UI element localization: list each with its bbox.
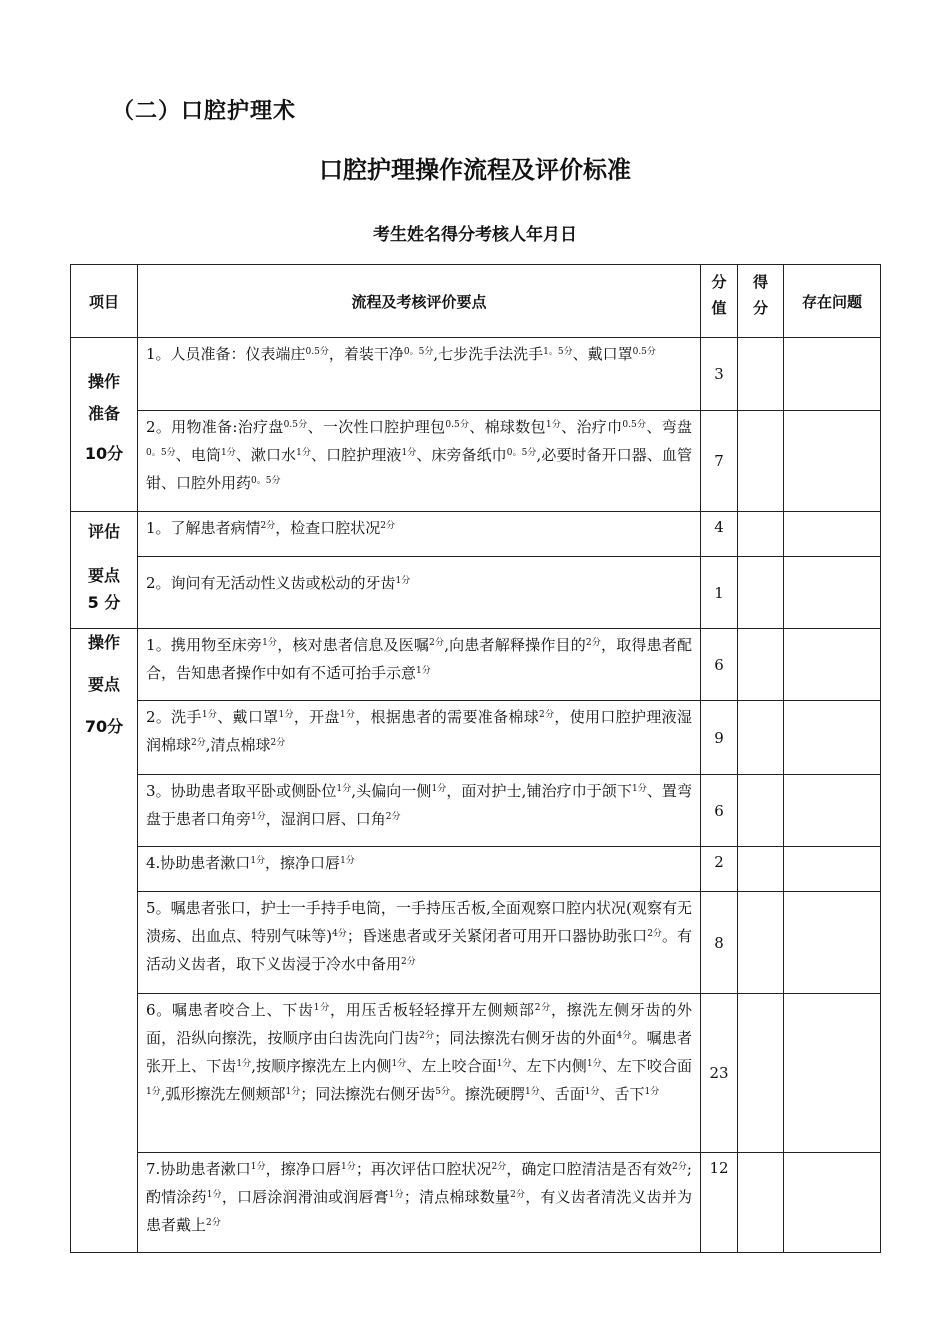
- category-cell: [71, 629, 138, 1253]
- criteria-text: 1。携用物至床旁: [146, 636, 263, 654]
- point-mark: 0。5分: [403, 347, 434, 357]
- point-mark: 0.5分: [305, 347, 329, 357]
- criteria-text: ，有义齿者清洗义齿并为患者戴上: [146, 1188, 692, 1234]
- criteria-text: ,必要时备开口器、血管钳、口腔外用药: [146, 446, 692, 492]
- point-mark: 2分: [491, 1162, 507, 1172]
- point-mark: 1分: [236, 1059, 252, 1069]
- criteria-cell: [138, 629, 701, 701]
- score-value: 6: [701, 775, 738, 847]
- got-cell[interactable]: [738, 338, 784, 411]
- point-mark: 1分: [313, 1003, 331, 1013]
- criteria-cell: [138, 701, 701, 775]
- criteria-text: ，擦净口唇: [265, 854, 341, 872]
- header-got: [738, 265, 784, 338]
- issue-cell[interactable]: [784, 1153, 881, 1253]
- criteria-text: 6。嘱患者咬合上、下齿: [146, 1001, 314, 1019]
- criteria-text: 、戴口罩: [217, 708, 279, 726]
- criteria-text: ,弧形擦洗左侧颊部: [160, 1085, 286, 1103]
- header-issues: 存在问题: [784, 265, 881, 338]
- criteria-text: 、戴口罩: [572, 345, 633, 363]
- point-mark: 4分: [332, 929, 347, 939]
- category-cell: [71, 338, 138, 512]
- point-mark: 1分: [220, 448, 236, 458]
- criteria-text: 、左下咬合面: [601, 1057, 692, 1075]
- criteria-text: 、左下内侧: [511, 1057, 587, 1075]
- issue-cell[interactable]: [784, 557, 881, 629]
- category-line: 准备: [87, 404, 120, 423]
- got-cell[interactable]: [738, 629, 784, 701]
- issue-cell[interactable]: [784, 411, 881, 512]
- criteria-text: 、置弯盘于患者口角旁: [146, 782, 692, 828]
- point-mark: 1分: [401, 448, 417, 458]
- category-score: 70分: [84, 717, 124, 736]
- table-row: [71, 338, 881, 411]
- got-cell[interactable]: [738, 701, 784, 775]
- criteria-text: 1。了解患者病情: [146, 519, 261, 537]
- point-mark: 1分: [340, 856, 355, 866]
- category-cell: [71, 512, 138, 629]
- point-mark: 1分: [250, 1162, 266, 1172]
- point-mark: 2分: [270, 738, 286, 748]
- issue-cell[interactable]: [784, 994, 881, 1153]
- score-value: 7: [701, 411, 738, 512]
- point-mark: 1分: [395, 576, 411, 586]
- criteria-text: 1。人员准备：仪表端庄: [146, 345, 306, 363]
- table-row: [71, 557, 881, 629]
- point-mark: 1分: [250, 856, 266, 866]
- point-mark: 1分: [391, 1059, 407, 1069]
- criteria-text: 2。询问有无活动性义齿或松动的牙齿: [146, 574, 396, 592]
- criteria-text: ;酌情涂药: [146, 1160, 692, 1206]
- criteria-text: 、一次性口腔护理包: [307, 418, 446, 436]
- point-mark: 2分: [191, 738, 206, 748]
- header-got-line2: 分: [752, 299, 768, 317]
- criteria-text: ，擦洗左侧牙齿的外面，沿纵向擦洗，按顺序由臼齿洗向门齿: [146, 1001, 692, 1047]
- criteria-text: 4.协助患者漱口: [146, 854, 251, 872]
- criteria-text: ,头偏向一侧: [351, 782, 432, 800]
- score-value: 23: [701, 994, 738, 1153]
- criteria-text: ，确定口腔清洁是否有效: [506, 1160, 673, 1178]
- point-mark: 2分: [672, 1162, 687, 1172]
- criteria-cell: [138, 892, 701, 994]
- point-mark: 1分: [146, 1087, 161, 1097]
- criteria-cell: [138, 775, 701, 847]
- category-line: 操作: [87, 372, 120, 391]
- got-cell[interactable]: [738, 411, 784, 512]
- score-value: 9: [701, 701, 738, 775]
- score-value: 6: [701, 629, 738, 701]
- score-value: 8: [701, 892, 738, 994]
- criteria-text: ，取得患者配合，告知患者操作中如有不适可抬手示意: [146, 636, 692, 682]
- point-mark: 1。5分: [543, 347, 573, 357]
- criteria-text: 3。协助患者取平卧或侧卧位: [146, 782, 337, 800]
- section-title: （二）口腔护理术: [112, 99, 297, 124]
- score-value: 3: [701, 338, 738, 411]
- table-row: [71, 512, 881, 557]
- point-mark: 4分: [616, 1031, 632, 1041]
- point-mark: 1分: [206, 1190, 222, 1200]
- point-mark: 1分: [336, 784, 352, 794]
- issue-cell[interactable]: [784, 775, 881, 847]
- criteria-cell: [138, 994, 701, 1153]
- criteria-text: 。擦洗硬腭: [450, 1085, 526, 1103]
- header-got-line1: 得: [752, 273, 768, 291]
- criteria-cell: [138, 338, 701, 411]
- score-value: 2: [701, 847, 738, 892]
- criteria-text: 、电筒: [175, 446, 221, 464]
- table-row: [71, 411, 881, 512]
- point-mark: 1分: [496, 1059, 512, 1069]
- category-line: 操作: [87, 633, 120, 652]
- criteria-cell: [138, 411, 701, 512]
- score-value: 4: [701, 512, 738, 557]
- criteria-text: 2。洗手: [146, 708, 202, 726]
- got-cell[interactable]: [738, 512, 784, 557]
- point-mark: 1分: [340, 1162, 356, 1172]
- criteria-text: ，使用口腔护理液湿润棉球: [146, 708, 692, 754]
- point-mark: 0.5分: [445, 420, 470, 430]
- point-mark: 1分: [388, 1190, 404, 1200]
- criteria-text: ，检查口腔状况: [275, 519, 381, 537]
- point-mark: 1分: [631, 784, 647, 794]
- table-row: [71, 1153, 881, 1253]
- issue-cell[interactable]: [784, 338, 881, 411]
- point-mark: 1分: [416, 666, 431, 676]
- criteria-cell: [138, 512, 701, 557]
- criteria-cell: [138, 847, 701, 892]
- criteria-text: ；清点棉球数量: [403, 1188, 511, 1206]
- point-mark: 0。5分: [506, 448, 537, 458]
- table-row: [71, 847, 881, 892]
- category-line: 要点: [87, 675, 120, 694]
- criteria-text: ；同法擦洗右侧牙齿的外面: [434, 1029, 617, 1047]
- got-cell[interactable]: [738, 892, 784, 994]
- examinee-info-line: 考生姓名得分考核人年月日: [373, 225, 577, 245]
- point-mark: 1分: [586, 1059, 602, 1069]
- criteria-text: ,清点棉球: [205, 736, 271, 754]
- table-row: [71, 629, 881, 701]
- criteria-cell: [138, 1153, 701, 1253]
- issue-cell[interactable]: [784, 629, 881, 701]
- point-mark: 1分: [251, 812, 266, 822]
- criteria-text: ，湿润口唇、口角: [265, 810, 386, 828]
- criteria-text: 、舌面: [539, 1085, 585, 1103]
- point-mark: 1分: [644, 1087, 660, 1097]
- issue-cell[interactable]: [784, 701, 881, 775]
- header-score-line2: 值: [711, 299, 727, 317]
- point-mark: 0.5分: [632, 347, 656, 357]
- got-cell[interactable]: [738, 847, 784, 892]
- point-mark: 1分: [339, 710, 356, 720]
- point-mark: 2分: [206, 1218, 221, 1228]
- category-line: 要点: [87, 566, 120, 585]
- point-mark: 2分: [419, 1031, 435, 1041]
- criteria-text: 。嘱患者张开上、下齿: [146, 1029, 692, 1075]
- criteria-text: 、左上咬合面: [406, 1057, 497, 1075]
- table-row: [71, 775, 881, 847]
- criteria-text: 。有活动义齿者，取下义齿浸于冷水中备用: [146, 927, 692, 973]
- point-mark: 2分: [385, 812, 401, 822]
- criteria-text: 、棉球数包: [469, 418, 546, 436]
- point-mark: 1分: [278, 710, 294, 720]
- point-mark: 2分: [585, 638, 602, 648]
- issue-cell[interactable]: [784, 892, 881, 994]
- header-item: 项目: [71, 265, 138, 338]
- point-mark: 2分: [510, 1190, 526, 1200]
- criteria-text: ，口唇涂润滑油或润唇膏: [221, 1188, 389, 1206]
- point-mark: 0。5分: [146, 448, 176, 458]
- point-mark: 1分: [431, 784, 447, 794]
- point-mark: 1分: [262, 638, 278, 648]
- criteria-text: 、舌下: [599, 1085, 645, 1103]
- criteria-text: ，面对护士,铺治疗巾于颌下: [446, 782, 632, 800]
- point-mark: 0.5分: [622, 420, 647, 430]
- criteria-text: 、弯盘: [646, 418, 692, 436]
- point-mark: 1分: [296, 448, 312, 458]
- criteria-text: ,按顺序擦洗左上内侧: [251, 1057, 392, 1075]
- criteria-text: 7.协助患者漱口: [146, 1160, 251, 1178]
- point-mark: 0.5分: [283, 420, 308, 430]
- point-mark: 1分: [525, 1087, 540, 1097]
- table-row: [71, 994, 881, 1153]
- criteria-text: 5。嘱患者张口，护士一手持手电筒，一手持压舌板,全面观察口腔内状况(观察有无溃疡、出血点、特别气味等): [146, 899, 692, 945]
- criteria-text: 、床旁备纸巾: [416, 446, 507, 464]
- table-row: [71, 701, 881, 775]
- point-mark: 1分: [201, 710, 218, 720]
- category-score: 5 分: [87, 593, 121, 612]
- page-title: 口腔护理操作流程及评价标准: [319, 156, 631, 184]
- criteria-text: 、口腔护理液: [311, 446, 402, 464]
- issue-cell[interactable]: [784, 847, 881, 892]
- category-score: 10分: [84, 444, 124, 463]
- evaluation-table: [70, 264, 881, 1253]
- point-mark: 0。5分: [251, 476, 281, 486]
- criteria-text: ，用压舌板轻轻撑开左侧颊部: [330, 1001, 535, 1019]
- table-row: [71, 892, 881, 994]
- point-mark: 2分: [260, 521, 276, 531]
- got-cell[interactable]: [738, 1153, 784, 1253]
- point-mark: 1分: [584, 1087, 600, 1097]
- point-mark: 1分: [545, 420, 562, 430]
- point-mark: 2分: [401, 957, 416, 967]
- point-mark: 2分: [534, 1003, 551, 1013]
- header-points: 流程及考核评价要点: [138, 265, 701, 338]
- criteria-text: ，核对患者信息及医嘱: [277, 636, 430, 654]
- got-cell[interactable]: [738, 994, 784, 1153]
- category-line: 评估: [87, 522, 120, 541]
- criteria-text: ；同法擦洗右侧牙齿: [300, 1085, 436, 1103]
- criteria-text: ,七步洗手法洗手: [433, 345, 544, 363]
- got-cell[interactable]: [738, 557, 784, 629]
- criteria-text: ，着装干净: [328, 345, 404, 363]
- criteria-cell: [138, 557, 701, 629]
- point-mark: 2分: [380, 521, 396, 531]
- point-mark: 2分: [429, 638, 445, 648]
- criteria-text: ,向患者解释操作目的: [444, 636, 586, 654]
- criteria-text: ；昏迷患者或牙关紧闭者可用开口器协助张口: [346, 927, 648, 945]
- header-score: [701, 265, 738, 338]
- score-value: 12: [701, 1153, 738, 1253]
- criteria-text: 、漱口水: [235, 446, 297, 464]
- point-mark: 2分: [647, 929, 662, 939]
- score-value: 1: [701, 557, 738, 629]
- criteria-text: ，根据患者的需要准备棉球: [355, 708, 540, 726]
- header-score-line1: 分: [711, 273, 727, 291]
- got-cell[interactable]: [738, 775, 784, 847]
- issue-cell[interactable]: [784, 512, 881, 557]
- criteria-text: ，擦净口唇: [265, 1160, 341, 1178]
- point-mark: 5分: [435, 1087, 450, 1097]
- point-mark: 2分: [539, 710, 555, 720]
- criteria-text: 2。用物准备:治疗盘: [146, 418, 284, 436]
- table-header-row: [71, 265, 881, 338]
- criteria-text: ；再次评估口腔状况: [355, 1160, 492, 1178]
- criteria-text: ，开盘: [293, 708, 340, 726]
- point-mark: 1分: [285, 1087, 301, 1097]
- criteria-text: 、治疗巾: [561, 418, 623, 436]
